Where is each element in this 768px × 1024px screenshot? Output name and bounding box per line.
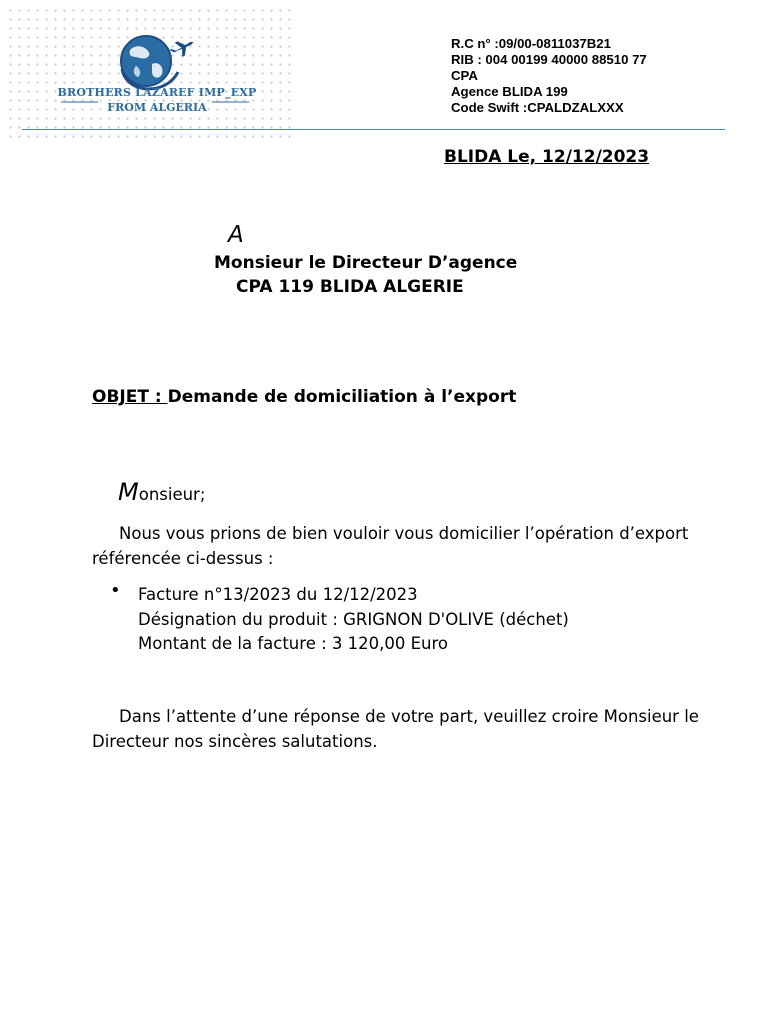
- recipient-prefix: A: [228, 222, 244, 248]
- bank-name: CPA: [451, 68, 478, 83]
- subject-text: Demande de domiciliation à l’export: [167, 387, 517, 407]
- invoice-amount: Montant de la facture : 3 120,00 Euro: [138, 634, 449, 653]
- salutation-rest: onsieur;: [138, 485, 206, 504]
- invoice-details: [138, 583, 569, 657]
- header-divider: [22, 129, 725, 130]
- company-logo: [6, 6, 296, 144]
- salutation-initial: M: [118, 478, 139, 506]
- recipient-agency: CPA 119 BLIDA ALGERIE: [236, 277, 464, 297]
- salutation: [118, 478, 205, 506]
- rc-number: R.C n° :09/00-0811037B21: [451, 36, 611, 51]
- globe-airplane-icon: [6, 6, 296, 144]
- body-paragraph-request: Nous vous prions de bien vouloir vous domicilier l’opération d’export référencée ci-dessus :: [92, 524, 689, 568]
- bank-info-block: [451, 36, 647, 116]
- invoice-number: Facture n°13/2023 du 12/12/2023: [138, 585, 418, 604]
- swift-code: Code Swift :CPALDZALXXX: [451, 100, 624, 115]
- place-date: BLIDA Le, 12/12/2023: [444, 147, 650, 167]
- logo-company-name: BROTHERS LAZAREF IMP_EXP: [57, 86, 257, 99]
- bullet-icon: •: [110, 580, 121, 601]
- logo-company-tagline: FROM ALGERIA: [107, 101, 207, 114]
- subject-line: [92, 387, 516, 407]
- subject-label: OBJET :: [92, 387, 168, 407]
- rib-number: RIB : 004 00199 40000 88510 77: [451, 52, 647, 67]
- recipient-title: Monsieur le Directeur D’agence: [214, 253, 518, 273]
- body-paragraph-closing: Dans l’attente d’une réponse de votre part, veuillez croire Monsieur le Directeur nos sincères salutations.: [92, 707, 699, 751]
- bank-agency: Agence BLIDA 199: [451, 84, 568, 99]
- product-designation: Désignation du produit : GRIGNON D'OLIVE (déchet): [138, 609, 569, 629]
